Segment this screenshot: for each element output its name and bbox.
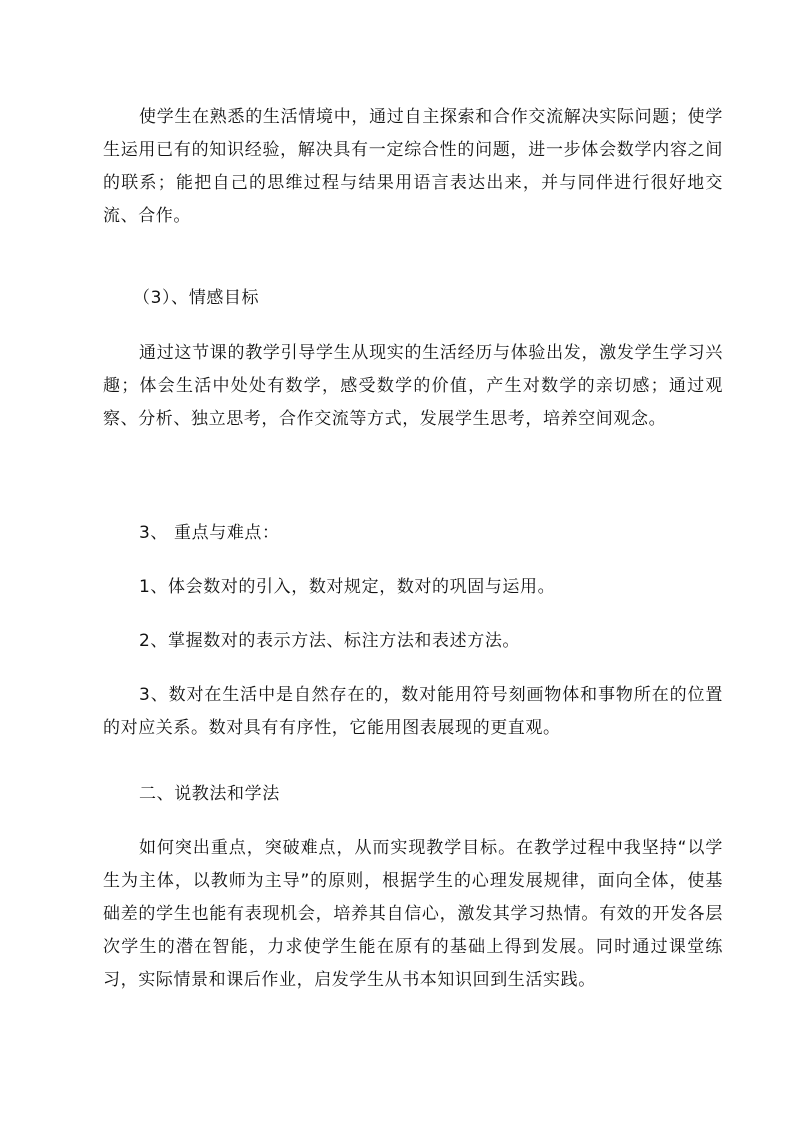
paragraph-ability-goals: 使学生在熟悉的生活情境中，通过自主探索和合作交流解决实际问题；使学生运用已有的知识经验，解决具有一定综合性的问题，进一步体会数学内容之间的联系；能把自己的思维过程与结果用语言表达出来，并与同伴进行很好地交流、合作。	[103, 107, 723, 226]
list-item-key-point-2: 2、掌握数对的表示方法、标注方法和表述方法。	[139, 631, 521, 651]
list-item-key-point-3: 3、数对在生活中是自然存在的，数对能用符号刻画物体和事物所在的位置的对应关系。数对具有有序性，它能用图表展现的更直观。	[103, 685, 723, 738]
heading-teaching-method: 二、说教法和学法	[139, 784, 280, 804]
list-item-key-point-1: 1、体会数对的引入，数对规定，数对的巩固与运用。	[139, 577, 556, 597]
heading-key-points: 3、 重点与难点：	[139, 523, 280, 543]
paragraph-teaching-method: 如何突出重点，突破难点，从而实现教学目标。在教学过程中我坚持“以学生为主体，以教师为主导”的原则，根据学生的心理发展规律，面向全体，使基础差的学生也能有表现机会，培养其自信心，激发其学习热情。有效的开发各层次学生的潜在智能，力求使学生能在原有的基础上得到发展。同时通过课堂练习，实际情景和课后作业，启发学生从书本知识回到生活实践。	[103, 838, 723, 990]
paragraph-emotion-goals: 通过这节课的教学引导学生从现实的生活经历与体验出发，激发学生学习兴趣；体会生活中处处有数学，感受数学的价值，产生对数学的亲切感；通过观察、分析、独立思考，合作交流等方式，发展学生思考，培养空间观念。	[103, 343, 723, 429]
heading-emotion-goals: （3）、情感目标	[133, 288, 260, 308]
